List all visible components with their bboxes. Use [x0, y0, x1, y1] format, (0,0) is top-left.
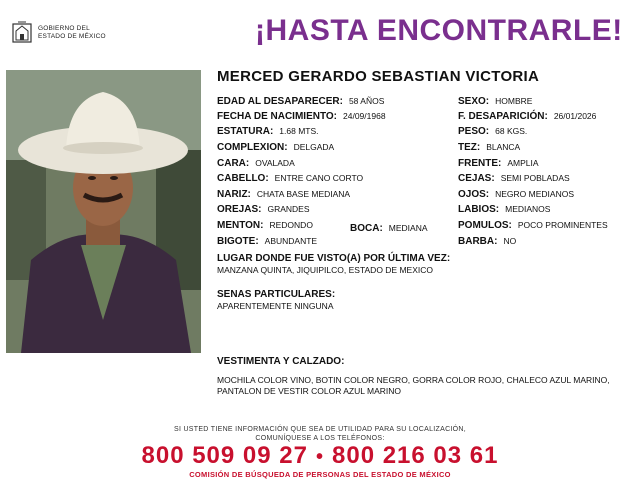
nariz-value: CHATA BASE MEDIANA: [256, 189, 351, 199]
edad-value: 58 AÑOS: [348, 96, 385, 106]
complexion-value: DELGADA: [293, 142, 335, 152]
field-orejas: [217, 204, 310, 215]
field-nacimiento: [217, 111, 386, 122]
barba-label: BARBA:: [458, 236, 498, 247]
field-sexo: [458, 96, 532, 107]
tez-value: BLANCA: [486, 142, 521, 152]
government-logo: [10, 20, 150, 50]
nacimiento-value: 24/09/1968: [343, 111, 386, 121]
senas-value: APARENTEMENTE NINGUNA: [217, 301, 334, 311]
field-peso: [458, 126, 527, 137]
field-menton: [217, 220, 313, 231]
ojos-label: OJOS:: [458, 189, 490, 200]
pomulos-value: POCO PROMINENTES: [517, 220, 608, 230]
edad-label: EDAD AL DESAPARECER:: [217, 96, 343, 107]
field-cabello: [217, 173, 363, 184]
commission-name: COMISIÓN DE BÚSQUEDA DE PERSONAS DEL ESTADO DE MÉXICO: [189, 470, 451, 479]
barba-value: NO: [503, 236, 517, 246]
field-labios: [458, 204, 550, 215]
contact-note: [0, 425, 640, 443]
logo-line1: GOBIERNO DEL: [38, 25, 90, 32]
estatura-value: 1.68 MTS.: [279, 126, 319, 136]
field-cejas: [458, 173, 570, 184]
orejas-value: GRANDES: [267, 204, 310, 214]
cara-value: OVALADA: [255, 158, 295, 168]
field-boca: [350, 223, 428, 234]
nariz-label: NARIZ:: [217, 189, 251, 200]
orejas-label: OREJAS:: [217, 204, 262, 215]
headline: ¡HASTA ENCONTRARLE!: [255, 14, 623, 47]
phone-2[interactable]: 800 216 03 61: [332, 442, 499, 469]
nacimiento-label: FECHA DE NACIMIENTO:: [217, 111, 337, 122]
frente-value: AMPLIA: [507, 158, 539, 168]
labios-label: LABIOS:: [458, 204, 500, 215]
vestimenta-value: MOCHILA COLOR VINO, BOTIN COLOR NEGRO, GORRA COLOR ROJO, CHALECO AZUL MARINO, PANTALON DE VESTIR COLOR AZUL MARINO: [217, 375, 610, 396]
desaparicion-label: F. DESAPARICIÓN:: [458, 111, 548, 122]
boca-label: BOCA:: [350, 223, 383, 234]
cabello-value: ENTRE CANO CORTO: [274, 173, 364, 183]
ojos-value: NEGRO MEDIANOS: [495, 189, 574, 199]
sexo-value: HOMBRE: [495, 96, 533, 106]
contact-note-line1: SI USTED TIENE INFORMACIÓN QUE SEA DE UTILIDAD PARA SU LOCALIZACIÓN,: [173, 426, 467, 433]
lugar-value: MANZANA QUINTA, JIQUIPILCO, ESTADO DE MEXICO: [217, 265, 433, 275]
bigote-value: ABUNDANTE: [264, 236, 318, 246]
boca-value: MEDIANA: [388, 223, 428, 233]
field-cara: [217, 158, 295, 169]
bigote-label: BIGOTE:: [217, 236, 259, 247]
lugar-label: LUGAR DONDE FUE VISTO(A) POR ÚLTIMA VEZ:: [217, 253, 451, 264]
field-ojos: [458, 189, 574, 200]
phone-numbers: [0, 442, 640, 470]
peso-value: 68 KGS.: [495, 126, 528, 136]
field-estatura: [217, 126, 319, 137]
desaparicion-value: 26/01/2026: [553, 111, 597, 121]
estatura-label: ESTATURA:: [217, 126, 274, 137]
field-desaparicion: [458, 111, 596, 122]
state-emblem-icon: [10, 20, 34, 46]
complexion-label: COMPLEXION:: [217, 142, 288, 153]
peso-label: PESO:: [458, 126, 490, 137]
field-bigote: [217, 236, 317, 247]
labios-value: MEDIANOS: [505, 204, 551, 214]
missing-person-photo: [6, 70, 201, 353]
sexo-label: SEXO:: [458, 96, 490, 107]
pomulos-label: POMULOS:: [458, 220, 512, 231]
cara-label: CARA:: [217, 158, 250, 169]
field-complexion: [217, 142, 334, 153]
menton-label: MENTON:: [217, 220, 264, 231]
field-barba: [458, 236, 516, 247]
contact-note-line2: COMUNÍQUESE A LOS TELÉFONOS:: [255, 435, 385, 442]
cabello-label: CABELLO:: [217, 173, 269, 184]
person-name: MERCED GERARDO SEBASTIAN VICTORIA: [217, 68, 540, 85]
field-tez: [458, 142, 520, 153]
field-pomulos: [458, 220, 608, 231]
field-edad: [217, 96, 384, 107]
vestimenta-label: VESTIMENTA Y CALZADO:: [217, 356, 345, 367]
cejas-value: SEMI POBLADAS: [500, 173, 570, 183]
field-nariz: [217, 189, 350, 200]
frente-label: FRENTE:: [458, 158, 502, 169]
logo-line2: ESTADO DE MÉXICO: [38, 33, 106, 40]
cejas-label: CEJAS:: [458, 173, 495, 184]
separator-dot-icon: •: [315, 446, 324, 468]
phone-1[interactable]: 800 509 09 27: [141, 442, 308, 469]
field-frente: [458, 158, 539, 169]
menton-value: REDONDO: [269, 220, 313, 230]
tez-label: TEZ:: [458, 142, 481, 153]
senas-label: SENAS PARTICULARES:: [217, 289, 336, 300]
